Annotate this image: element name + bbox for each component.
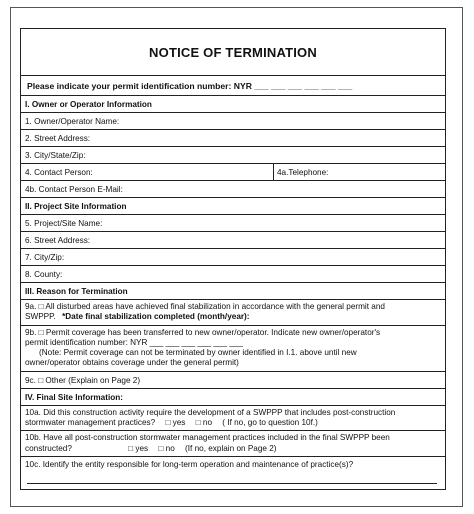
contact-person-label: 4. Contact Person: xyxy=(25,168,93,177)
owner-street-address-label: 2. Street Address: xyxy=(25,134,91,143)
project-site-name-label: 5. Project/Site Name: xyxy=(25,219,103,228)
reason-9b-row[interactable] xyxy=(21,326,445,372)
contact-row xyxy=(21,164,445,181)
section-4-heading-text: IV. Final Site Information: xyxy=(25,392,123,402)
question-10c-row[interactable] xyxy=(21,457,445,489)
section-2-heading-text: II. Project Site Information xyxy=(25,202,127,211)
owner-street-address-field[interactable] xyxy=(21,130,445,147)
site-city-zip-field[interactable] xyxy=(21,249,445,266)
question-10a-row xyxy=(21,406,445,432)
reason-9b-text: 9b. □ Permit coverage has been transferred to new owner/operator. Indicate new owner/operator's xyxy=(25,327,381,337)
contact-person-field[interactable] xyxy=(21,164,274,180)
question-10b-row xyxy=(21,431,445,457)
reason-9c-text: 9c. □ Other (Explain on Page 2) xyxy=(25,375,141,385)
contact-email-field[interactable] xyxy=(21,181,445,198)
question-10b-note: (If no, explain on Page 2) xyxy=(185,443,277,453)
question-10a-yes-checkbox[interactable]: □ yes xyxy=(165,418,186,428)
section-1-heading-text: I. Owner or Operator Information xyxy=(25,100,152,109)
site-city-zip-label: 7. City/Zip: xyxy=(25,253,65,262)
form-title: NOTICE OF TERMINATION xyxy=(149,44,317,60)
title-row xyxy=(21,29,445,76)
owner-operator-name-label: 1. Owner/Operator Name: xyxy=(25,117,120,126)
permit-id-prompt: Please indicate your permit identification number: NYR ___ ___ ___ ___ ___ ___ xyxy=(27,81,353,91)
site-county-field[interactable] xyxy=(21,266,445,283)
reason-9b-note-line2: owner/operator obtains coverage under the general permit) xyxy=(25,358,239,368)
owner-city-state-zip-field[interactable] xyxy=(21,147,445,164)
question-10b-yes-checkbox[interactable]: □ yes xyxy=(128,443,149,453)
notice-of-termination-form xyxy=(20,28,446,490)
owner-city-state-zip-label: 3. City/State/Zip: xyxy=(25,151,86,160)
telephone-label: 4a.Telephone: xyxy=(277,168,329,177)
question-10a-prompt: stormwater management practices? xyxy=(25,418,156,428)
reason-9b-note-line1: (Note: Permit coverage can not be terminated by owner identified in I.1. above until new xyxy=(39,348,357,358)
section-4-heading xyxy=(21,389,445,406)
question-10a-no-checkbox[interactable]: □ no xyxy=(195,418,213,428)
section-1-heading xyxy=(21,96,445,113)
question-10a-text: 10a. Did this construction activity require the development of a SWPPP that includes post-construction xyxy=(25,407,396,417)
question-10b-prompt: constructed? xyxy=(25,443,72,453)
reason-9a-text: 9a. □ All disturbed areas have achieved final stabilization in accordance with the general permit and xyxy=(25,302,385,311)
owner-operator-name-field[interactable] xyxy=(21,113,445,130)
question-10b-text: 10b. Have all post-construction stormwater management practices included in the final SWPPP been xyxy=(25,433,390,443)
final-stabilization-date-label: *Date final stabilization completed (month/year): xyxy=(62,312,250,322)
section-2-heading xyxy=(21,198,445,215)
contact-email-label: 4b. Contact Person E-Mail: xyxy=(25,185,123,194)
section-3-heading xyxy=(21,283,445,300)
question-10c-text: 10c. Identify the entity responsible for long-term operation and maintenance of practice(s)? xyxy=(25,459,354,469)
project-site-name-field[interactable] xyxy=(21,215,445,232)
new-permit-id-label: permit identification number: NYR ___ ___ ___ ___ ___ ___ xyxy=(25,337,244,347)
question-10c-answer-line[interactable] xyxy=(27,483,437,484)
reason-9a-row[interactable] xyxy=(21,300,445,326)
question-10b-no-checkbox[interactable]: □ no xyxy=(158,443,175,453)
site-county-label: 8. County: xyxy=(25,270,63,279)
permit-id-row[interactable] xyxy=(21,76,445,96)
reason-9a-swppp: SWPPP. xyxy=(25,312,56,322)
question-10a-note: ( If no, go to question 10f.) xyxy=(222,418,318,428)
telephone-field[interactable] xyxy=(274,164,445,180)
section-3-heading-text: III. Reason for Termination xyxy=(25,287,128,296)
site-street-address-field[interactable] xyxy=(21,232,445,249)
site-street-address-label: 6. Street Address: xyxy=(25,236,91,245)
reason-9c-row[interactable] xyxy=(21,372,445,389)
